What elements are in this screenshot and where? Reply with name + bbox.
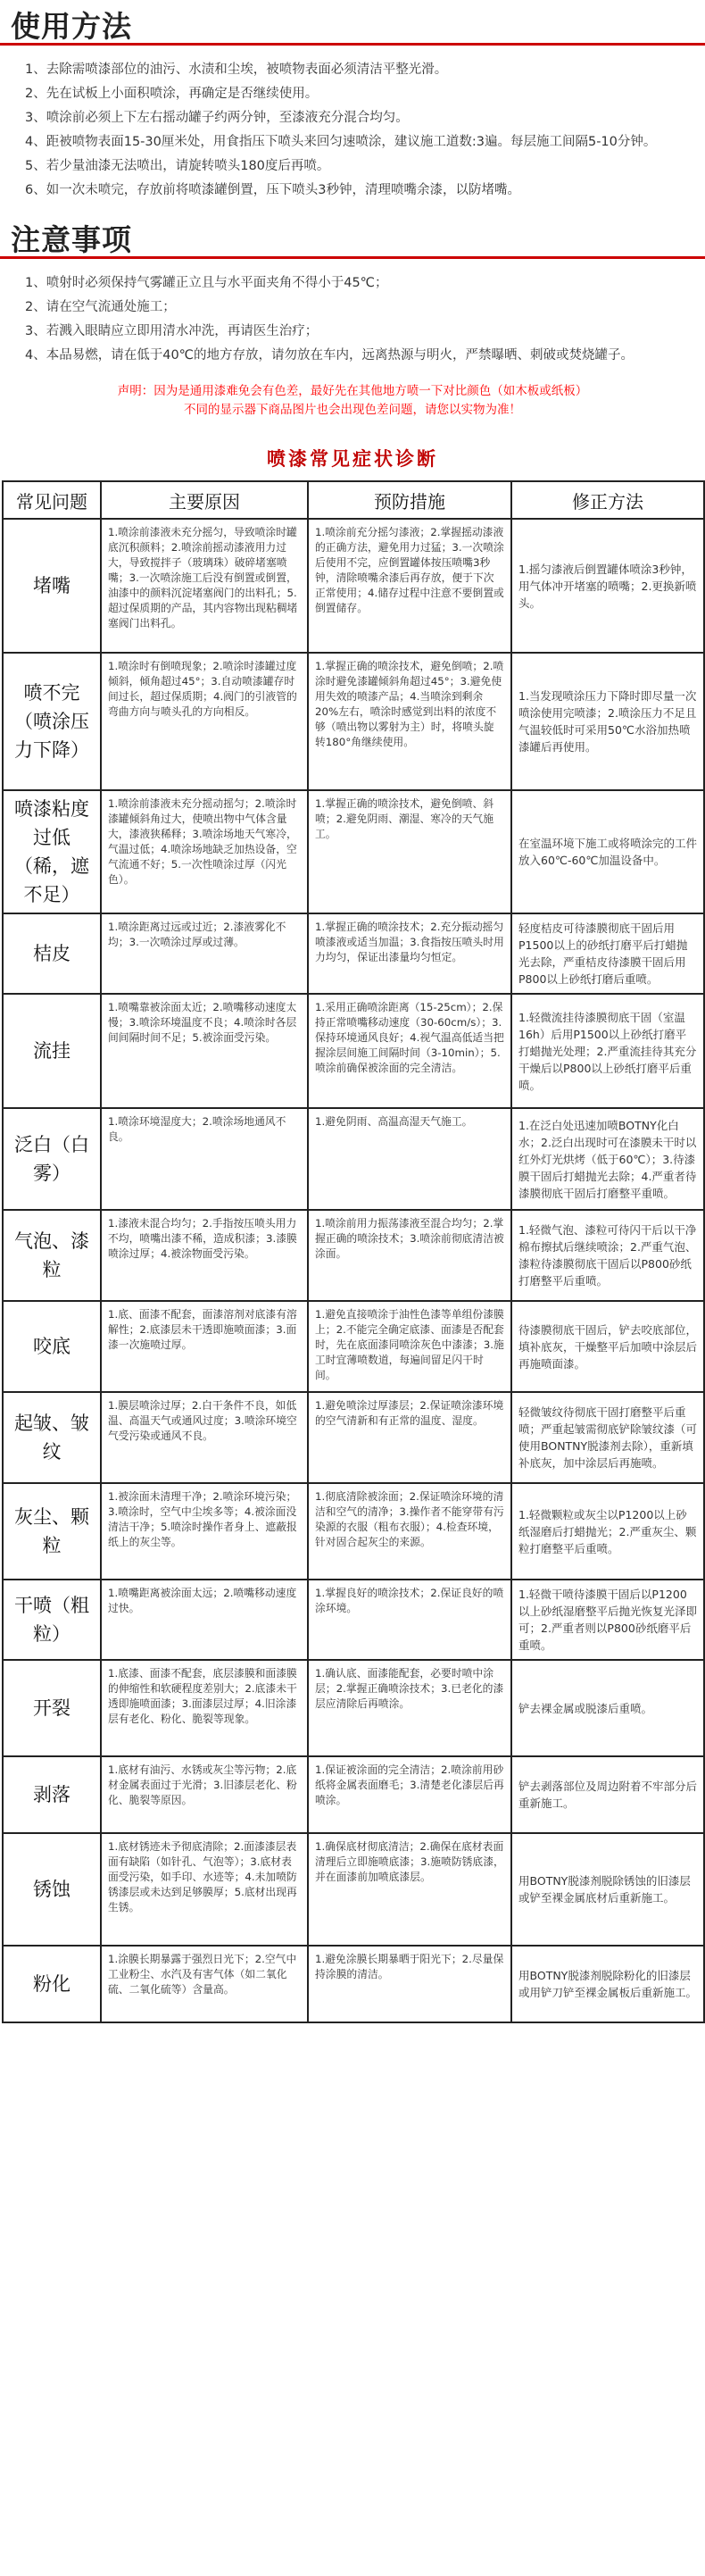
problem-cell: 流挂: [3, 994, 101, 1108]
fix-cell: 1.轻微气泡、漆粒可待闪干后以干净棉布擦拭后继续喷涂；2.严重气泡、漆粒待漆膜彻底干固后以P800砂纸打磨整平后重喷。: [511, 1210, 704, 1301]
cause-cell: 1.底材有油污、水锈或灰尘等污物；2.底材金属表面过于光滑；3.旧漆层老化、粉化、脆裂等原因。: [101, 1756, 308, 1833]
prevention-cell: 1.掌握正确的喷涂技术，避免倒喷、斜喷；2.避免阴雨、潮湿、寒冷的天气施工。: [308, 790, 511, 913]
problem-cell: 泛白（白雾）: [3, 1108, 101, 1210]
header-prevention: 预防措施: [308, 481, 511, 519]
table-row: [3, 1660, 704, 1756]
problem-cell: 桔皮: [3, 913, 101, 994]
caution-list: [0, 259, 705, 373]
fix-cell: 待漆膜彻底干固后，铲去咬底部位，填补底灰，干燥整平后加喷中涂层后再施喷面漆。: [511, 1301, 704, 1392]
usage-list: [0, 46, 705, 208]
table-row: [3, 1301, 704, 1392]
table-row: [3, 994, 704, 1108]
problem-cell: 喷漆粘度过低（稀，遮不足）: [3, 790, 101, 913]
cause-cell: 1.底材锈迹未予彻底清除；2.面漆漆层表面有缺陷（如针孔、气泡等）；3.底材表面受污染，如手印、水迹等；4.未加喷防锈漆层或未达到足够膜厚；5.底材出现再生锈。: [101, 1833, 308, 1946]
caution-item: 1、喷射时必须保持气雾罐正立且与水平面夹角不得小于45℃；: [25, 276, 388, 290]
fix-cell: 轻微皱纹待彻底干固打磨整平后重喷；严重起皱需彻底铲除皱纹漆（可使用BONTNY脱漆剂去除），重新填补底灰，加中涂层后再施喷。: [511, 1392, 704, 1483]
prevention-cell: 1.确保底材彻底清洁；2.确保在底材表面清理后立即施喷底漆；3.施喷防锈底漆，并在面漆前加喷底漆层。: [308, 1833, 511, 1946]
usage-item: 5、若少量油漆无法喷出，请旋转喷头180度后再喷。: [25, 159, 330, 173]
problem-cell: 开裂: [3, 1660, 101, 1756]
prevention-cell: 1.喷涂前充分摇匀漆液；2.掌握摇动漆液的正确方法，避免用力过猛；3.一次喷涂后使用不完，应倒置罐体按压喷嘴3秒钟，清除喷嘴余漆后再存放，便于下次正常使用；4.储存过程中注意不要倒置或倒置储存。: [308, 519, 511, 653]
prevention-cell: 1.掌握正确的喷涂技术，避免倒喷；2.喷涂时避免漆罐倾斜角超过45°；3.避免使用失效的喷漆产品；4.当喷涂到剩余20%左右，喷涂时感觉到出料的浓度不够（喷出物以雾射为主）时，将喷头旋转180°角继续使用。: [308, 653, 511, 790]
prevention-cell: 1.彻底清除被涂面；2.保证喷涂环境的清洁和空气的清净；3.操作者不能穿带有污染源的衣服（粗布衣服）；4.检查环境，针对固合起灰尘的来源。: [308, 1483, 511, 1580]
table-row: [3, 1392, 704, 1483]
prevention-cell: 1.避免喷涂过厚漆层；2.保证喷涂漆环境的空气清新和有正常的温度、湿度。: [308, 1392, 511, 1483]
caution-section: [0, 213, 705, 373]
table-row: [3, 519, 704, 653]
header-cause: 主要原因: [101, 481, 308, 519]
color-difference-notice: [0, 373, 705, 429]
caution-item: 4、本品易燃，请在低于40℃的地方存放，请勿放在车内，远离热源与明火，严禁曝晒、刺破或焚烧罐子。: [25, 348, 634, 363]
cause-cell: 1.喷涂环境湿度大；2.喷涂场地通风不良。: [101, 1108, 308, 1210]
problem-cell: 起皱、皱纹: [3, 1392, 101, 1483]
cause-cell: 1.漆液未混合均匀；2.手指按压喷头用力不均，喷嘴出漆不稀，造成积漆；3.漆膜喷涂过厚；4.被涂物面受污染。: [101, 1210, 308, 1301]
fix-cell: 1.当发现喷涂压力下降时即尽量一次喷涂使用完喷漆；2.喷涂压力不足且气温较低时可采用50℃水浴加热喷漆罐后再使用。: [511, 653, 704, 790]
header-problem: 常见问题: [3, 481, 101, 519]
table-row: [3, 1483, 704, 1580]
problem-cell: 堵嘴: [3, 519, 101, 653]
fix-cell: 1.轻微颗粒或灰尘以P1200以上砂纸湿磨后打蜡抛光；2.严重灰尘、颗粒打磨整平后重喷。: [511, 1483, 704, 1580]
cause-cell: 1.喷涂时有倒喷现象；2.喷涂时漆罐过度倾斜，倾角超过45°；3.自动喷漆罐存时间过长，超过保质期；4.阀门的引液管的弯曲方向与喷头孔的方向相反。: [101, 653, 308, 790]
cause-cell: 1.涂膜长期暴露于强烈日光下；2.空气中工业粉尘、水汽及有害气体（如二氧化硫、二氧化硫等）含量高。: [101, 1946, 308, 2022]
cause-cell: 1.喷涂距离过远或过近；2.漆液雾化不均；3.一次喷涂过厚或过薄。: [101, 913, 308, 994]
cause-cell: 1.底、面漆不配套，面漆溶剂对底漆有溶解性；2.底漆层未干透即施喷面漆；3.面漆一次施喷过厚。: [101, 1301, 308, 1392]
cause-cell: 1.底漆、面漆不配套，底层漆膜和面漆膜的伸缩性和软硬程度差别大；2.底漆未干透即施喷面漆；3.面漆层过厚；4.旧涂漆层有老化、粉化、脆裂等现象。: [101, 1660, 308, 1756]
prevention-cell: 1.避免阴雨、高温高湿天气施工。: [308, 1108, 511, 1210]
table-row: [3, 1210, 704, 1301]
usage-section: [0, 0, 705, 208]
problem-cell: 粉化: [3, 1946, 101, 2022]
cause-cell: 1.喷涂前漆液未充分摇动摇匀；2.喷涂时漆罐倾斜角过大，使喷出物中气体含量大，漆液狭稀释；3.喷涂场地天气寒冷，气温过低；4.喷涂场地缺乏加热设备，空气流通不好；5.一次性喷涂过厚（闪光色）。: [101, 790, 308, 913]
table-row: [3, 1946, 704, 2022]
usage-item: 6、如一次未喷完，存放前将喷漆罐倒置，压下喷头3秒钟，清理喷嘴余漆，以防堵嘴。: [25, 183, 520, 197]
cause-cell: 1.喷嘴距离被涂面太远；2.喷嘴移动速度过快。: [101, 1580, 308, 1660]
table-row: [3, 913, 704, 994]
prevention-cell: 1.喷涂前用力振荡漆液至混合均匀；2.掌握正确的喷涂技术；3.喷涂前彻底清洁被涂面。: [308, 1210, 511, 1301]
problem-cell: 咬底: [3, 1301, 101, 1392]
fix-cell: 铲去剥落部位及周边附着不牢部分后重新施工。: [511, 1756, 704, 1833]
usage-item: 1、去除需喷漆部位的油污、水渍和尘埃，被喷物表面必须清洁平整光滑。: [25, 63, 448, 77]
prevention-cell: 1.掌握正确的喷涂技术；2.充分振动摇匀喷漆液或适当加温；3.食指按压喷头时用力均匀，保证出漆量均匀恒定。: [308, 913, 511, 994]
caution-title: 注意事项: [11, 222, 132, 257]
fix-cell: 1.轻微流挂待漆膜彻底干固（室温16h）后用P1500以上砂纸打磨平打蜡抛光处理；2.严重流挂待其充分干燥后以P800以上砂纸打磨平后重喷。: [511, 994, 704, 1108]
problem-cell: 灰尘、颗粒: [3, 1483, 101, 1580]
table-row: [3, 1108, 704, 1210]
table-row: [3, 1580, 704, 1660]
usage-item: 4、距被喷物表面15-30厘米处，用食指压下喷头来回匀速喷涂，建议施工道数:3遍。每层施工间隔5-10分钟。: [25, 135, 657, 149]
caution-item: 3、若溅入眼睛应立即用清水冲洗，再请医生治疗；: [25, 324, 319, 338]
problem-cell: 干喷（粗粒）: [3, 1580, 101, 1660]
usage-item: 3、喷涂前必须上下左右摇动罐子约两分钟，至漆液充分混合均匀。: [25, 111, 409, 125]
table-row: [3, 1756, 704, 1833]
fix-cell: 铲去裸金属或脱漆后重喷。: [511, 1660, 704, 1756]
prevention-cell: 1.保证被涂面的完全清洁；2.喷涂前用砂纸将金属表面磨毛；3.清楚老化漆层后再喷涂。: [308, 1756, 511, 1833]
prevention-cell: 1.避免涂膜长期暴晒于阳光下；2.尽量保持涂膜的清洁。: [308, 1946, 511, 2022]
cause-cell: 1.喷涂前漆液未充分摇匀，导致喷涂时罐底沉积颜料；2.喷涂前摇动漆液用力过大，导致搅拌子（玻璃珠）破碎堵塞喷嘴；3.一次喷涂施工后没有倒置或倒置，油漆中的颜料沉淀堵塞阀门的出料孔；5.超过保质期的产品，其内容物出现粘稠堵塞阀门出料孔。: [101, 519, 308, 653]
prevention-cell: 1.采用正确喷涂距离（15-25cm）；2.保持正常喷嘴移动速度（30-60cm/s）；3.保持环境通风良好；4.视气温高低适当把握涂层间施工间隔时间（3-10min）；5.喷涂前确保被涂面的完全清洁。: [308, 994, 511, 1108]
prevention-cell: 1.掌握良好的喷涂技术；2.保证良好的喷涂环境。: [308, 1580, 511, 1660]
prevention-cell: 1.避免直接喷涂于油性色漆等单组份漆膜上；2.不能完全确定底漆、面漆是否配套时，先在底面漆同喷涂灰色中漆漆；3.施工时宜薄喷数道，每遍间留足闪干时间。: [308, 1301, 511, 1392]
prevention-cell: 1.确认底、面漆能配套，必要时喷中涂层；2.掌握正确喷涂技术；3.已老化的漆层应清除后再喷涂。: [308, 1660, 511, 1756]
fix-cell: 1.在泛白处迅速加喷BOTNY化白水；2.泛白出现时可在漆膜未干时以红外灯光烘烤（低于60℃）；3.待漆膜干固后打蜡抛光去除；4.严重者待漆膜彻底干固后打磨整平重喷。: [511, 1108, 704, 1210]
cause-cell: 1.喷嘴靠被涂面太近；2.喷嘴移动速度太慢；3.喷涂环境温度不良；4.喷涂时各层间间隔时间不足；5.被涂面受污染。: [101, 994, 308, 1108]
usage-item: 2、先在试板上小面积喷涂，再确定是否继续使用。: [25, 87, 319, 101]
problem-cell: 喷不完（喷涂压力下降）: [3, 653, 101, 790]
problem-cell: 锈蚀: [3, 1833, 101, 1946]
notice-line-1: 声明：因为是通用漆难免会有色差，最好先在其他地方喷一下对比颜色（如木板或纸板）: [117, 384, 588, 398]
fix-cell: 用BOTNY脱漆剂脱除粉化的旧漆层或用铲刀铲至裸金属板后重新施工。: [511, 1946, 704, 2022]
fix-cell: 1.轻微干喷待漆膜干固后以P1200以上砂纸湿磨整平后抛光恢复光泽即可；2.严重者则以P800砂纸磨平后重喷。: [511, 1580, 704, 1660]
fix-cell: 在室温环境下施工或将喷涂完的工件放入60℃-60℃加温设备中。: [511, 790, 704, 913]
diagnosis-title: 喷漆常见症状诊断: [267, 448, 438, 470]
table-header-row: [3, 481, 704, 519]
cause-cell: 1.膜层喷涂过厚；2.白干条件不良，如低温、高温天气或通风过度；3.喷涂环境空气受污染或通风不良。: [101, 1392, 308, 1483]
diagnosis-table: [2, 480, 705, 2023]
fix-cell: 用BOTNY脱漆剂脱除锈蚀的旧漆层或铲至裸金属底材后重新施工。: [511, 1833, 704, 1946]
problem-cell: 气泡、漆粒: [3, 1210, 101, 1301]
table-row: [3, 653, 704, 790]
fix-cell: 1.摇匀漆液后倒置罐体喷涂3秒钟，用气体冲开堵塞的喷嘴；2.更换新喷头。: [511, 519, 704, 653]
fix-cell: 轻度桔皮可待漆膜彻底干固后用P1500以上的砂纸打磨平后打蜡抛光去除，严重桔皮待漆膜干固后用P800以上砂纸打磨后重喷。: [511, 913, 704, 994]
header-fix: 修正方法: [511, 481, 704, 519]
table-row: [3, 790, 704, 913]
cause-cell: 1.被涂面未清理干净；2.喷涂环境污染；3.喷涂时，空气中尘埃多等；4.被涂面没清洁干净；5.喷涂时操作者身上、遮蔽报纸上的灰尘等。: [101, 1483, 308, 1580]
usage-title: 使用方法: [11, 9, 132, 44]
problem-cell: 剥落: [3, 1756, 101, 1833]
table-row: [3, 1833, 704, 1946]
caution-item: 2、请在空气流通处施工；: [25, 300, 176, 314]
notice-line-2: 不同的显示器下商品图片也会出现色差问题，请您以实物为准！: [184, 403, 521, 417]
